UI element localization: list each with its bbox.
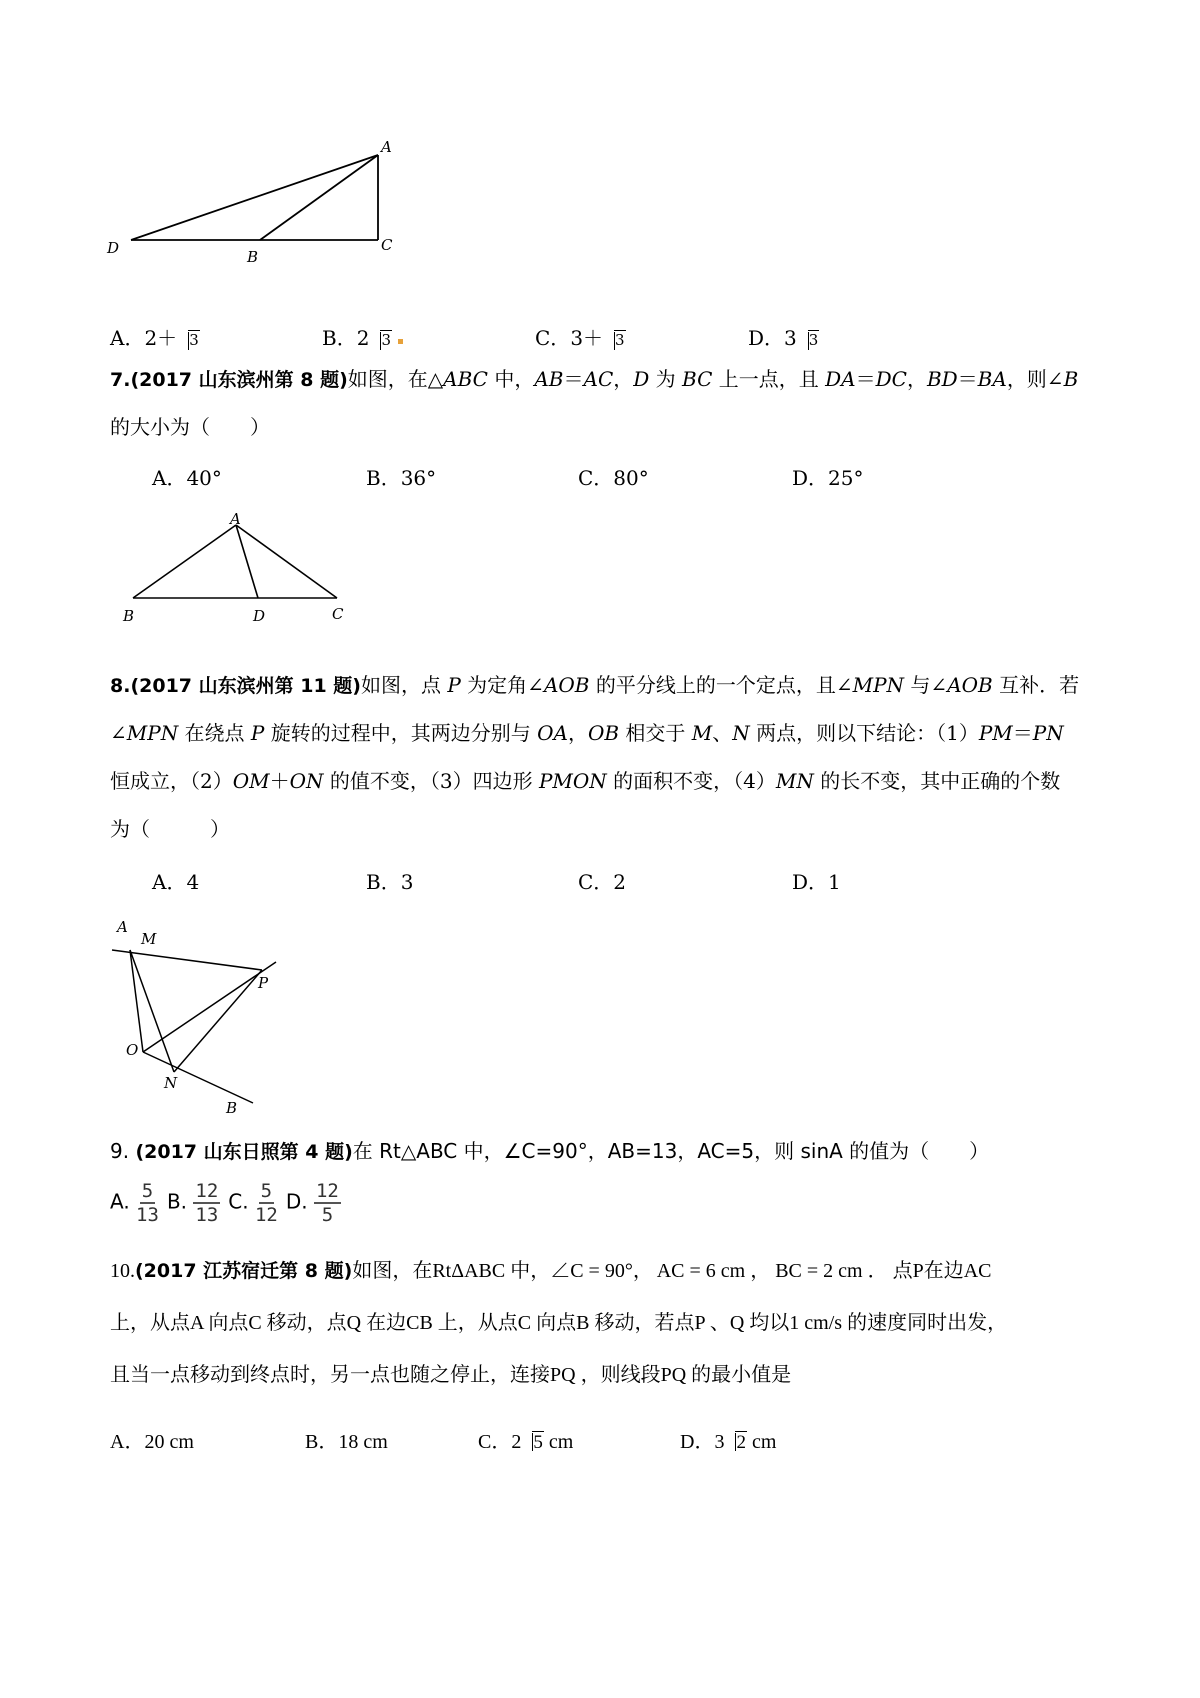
q10-line-2: 上，从点A 向点C 移动，点Q 在边CB 上，从点C 向点B 移动，若点P 、Q 均以1 cm/s 的速度同时出发， (110, 1312, 1008, 1334)
q9-options (110, 1180, 341, 1226)
q8-source: (2017 山东滨州第 11 题) (130, 675, 361, 697)
q8-label-O: O (126, 1041, 139, 1059)
q9-source: (2017 山东日照第 4 题) (135, 1141, 353, 1163)
option-letter: B． (322, 326, 357, 350)
option-letter: A． (110, 326, 145, 350)
q7-figure (115, 510, 355, 630)
orange-dot (398, 339, 403, 344)
q8-line-3: 恒成立，（2）OM＋ON 的值不变，（3）四边形 PMON 的面积不变，（4）MN 的长不变，其中正确的个数 (110, 769, 1061, 793)
fraction: $\frac{12}{5}$ (315, 1180, 339, 1226)
q8-option-a[interactable]: A．4 (152, 870, 200, 894)
q6-label-C: C (381, 236, 393, 254)
q10-option-a[interactable]: A．20 cm (110, 1431, 194, 1453)
q9-option-c[interactable]: C. $\frac{5}{12}$ (228, 1180, 278, 1226)
q8-label-M: M (141, 930, 157, 948)
q8-label-P: P (258, 974, 269, 992)
fraction: $\frac{5}{12}$ (254, 1180, 278, 1226)
q8-line-4: 为（ ） (110, 817, 230, 841)
q7-option-b[interactable]: B．36° (366, 466, 437, 490)
q10-source: (2017 江苏宿迁第 8 题) (135, 1260, 353, 1282)
q7-option-a[interactable]: A．40° (152, 466, 222, 490)
fraction: $\frac{5}{13}$ (136, 1180, 159, 1226)
sqrt-symbol: 3 (177, 331, 200, 349)
q9-option-d[interactable]: D. $\frac{12}{5}$ (285, 1180, 339, 1226)
q8-option-b[interactable]: B．3 (366, 870, 414, 894)
q9-number: 9. (110, 1139, 130, 1163)
q8-label-N: N (164, 1074, 178, 1092)
q8-option-d[interactable]: D．1 (792, 870, 841, 894)
q10-line-1: 10.(2017 江苏宿迁第 8 题)如图，在RtΔABC 中，∠C = 90°， AC = 6 cm ， BC = 2 cm ． 点P在边AC (110, 1260, 992, 1282)
q7-source: (2017 山东滨州第 8 题) (130, 369, 348, 391)
sqrt-symbol: 3 (369, 331, 392, 349)
q9-option-a[interactable]: A. $\frac{5}{13}$ (110, 1180, 159, 1226)
q9-line-1 (110, 1138, 989, 1165)
q6-option-c[interactable]: C．3＋ 3 (535, 326, 625, 350)
q8-line-1: 8.(2017 山东滨州第 11 题)如图，点 P 为定角∠AOB 的平分线上的一个定点，且∠MPN 与∠AOB 互补．若 (110, 673, 1080, 697)
q8-label-B: B (226, 1099, 238, 1117)
q10-line-3: 且当一点移动到终点时，另一点也随之停止，连接PQ ，则线段PQ 的最小值是 (110, 1364, 792, 1386)
q7-label-D: D (253, 607, 266, 625)
q7-option-d[interactable]: D．25° (792, 466, 864, 490)
q6-figure (95, 140, 435, 280)
q10-option-c[interactable]: C．2 5 cm (478, 1431, 574, 1453)
q8-number: 8. (110, 675, 131, 697)
q10-option-d[interactable]: D．3 2 cm (680, 1431, 777, 1453)
q6-label-A: A (381, 140, 392, 156)
q7-line-2: 的大小为（ ） (110, 415, 270, 439)
q8-label-A: A (117, 918, 128, 936)
q6-label-B: B (247, 248, 259, 266)
option-letter: C． (535, 326, 571, 350)
q7-label-A: A (230, 510, 241, 528)
q9-question: 在 Rt△ABC 中，∠C=90°，AB=13，AC=5，则 sinA 的值为（ ） (352, 1139, 990, 1163)
q8-figure (100, 910, 300, 1120)
option-letter: D． (748, 326, 785, 350)
sqrt-symbol: 3 (603, 331, 626, 349)
sqrt-symbol: 2 (724, 1432, 747, 1454)
q8-option-c[interactable]: C．2 (578, 870, 627, 894)
fraction: $\frac{12}{13}$ (195, 1180, 219, 1226)
q10-option-b[interactable]: B．18 cm (305, 1431, 388, 1453)
q7-label-B: B (123, 607, 135, 625)
q6-option-d[interactable]: D．3 3 (748, 326, 819, 350)
q7-number: 7. (110, 369, 131, 391)
q6-option-b[interactable]: B．2 3 (322, 322, 403, 351)
q8-line-2: ∠MPN 在绕点 P 旋转的过程中，其两边分别与 OA，OB 相交于 M、N 两点，则以下结论：（1）PM＝PN (110, 721, 1064, 745)
q10-number: 10. (110, 1260, 135, 1282)
q7-line-1: 7.(2017 山东滨州第 8 题)如图，在△ABC 中，AB＝AC，D 为 BC 上一点，且 DA＝DC，BD＝BA，则∠B (110, 367, 1079, 391)
q7-label-C: C (332, 605, 344, 623)
q7-option-c[interactable]: C．80° (578, 466, 649, 490)
q9-option-b[interactable]: B. $\frac{12}{13}$ (166, 1180, 219, 1226)
q6-label-D: D (107, 239, 120, 257)
sqrt-symbol: 3 (797, 331, 820, 349)
q6-option-a[interactable]: A．2＋ 3 (110, 326, 199, 350)
sqrt-symbol: 5 (521, 1432, 544, 1454)
